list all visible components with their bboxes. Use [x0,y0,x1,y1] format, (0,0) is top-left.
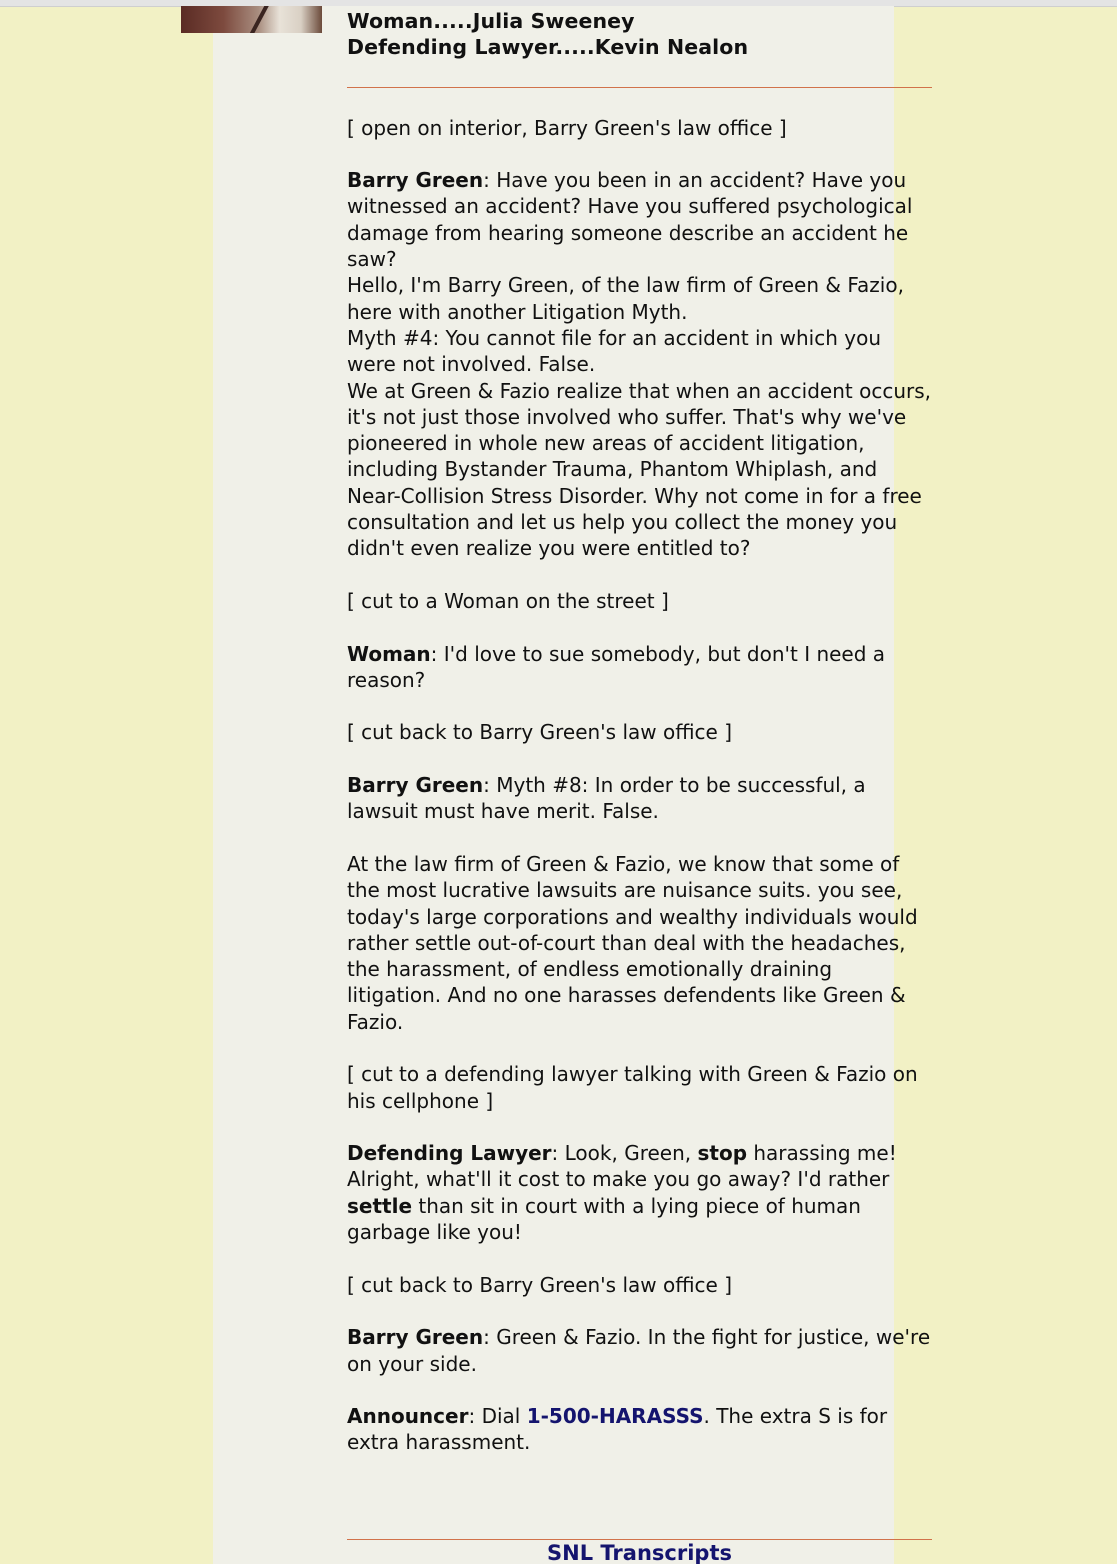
header-divider [347,87,932,88]
dialogue-woman [347,641,932,694]
dialogue-barry-green-3 [347,1324,932,1377]
footer-divider [347,1539,932,1540]
stage-direction: [ cut to a Woman on the street ] [347,588,669,613]
cast-role: Woman [347,9,434,33]
dialogue-paragraph: We at Green & Fazio realize that when an accident occurs, it's not just those involved who suffer. That's why we've pioneered in whole new areas of accident litigation, including Bystander Trauma, Phantom Whiplash, and Near-Collision Stress Disorder. Why not come in for a free consultation and let us help you collect the money you didn't even realize you were entitled to? [347,378,932,561]
dialogue-text: than sit in court with a lying piece of human garbage like you! [347,1193,861,1245]
dialogue-text: : Green & Fazio. In the fight for justice, we're on your side. [347,1325,931,1376]
transcript-content [347,8,932,1482]
speaker-name: Announcer [347,1404,469,1429]
dialogue-defending-lawyer [347,1140,932,1245]
emphasis-settle: settle [347,1193,413,1218]
speaker-name: Barry Green [347,1325,484,1350]
dialogue-text: : Dial [468,1404,527,1429]
stage-direction: [ cut back to Barry Green's law office ] [347,1272,733,1297]
dialogue-text: harassing me! Alright, what'll it cost to make you go away? I'd rather [347,1141,897,1192]
dialogue-barry-green-1 [347,167,932,561]
dialogue-paragraph: Hello, I'm Barry Green, of the law firm of Green & Fazio, here with another Litigation Myth. [347,273,904,324]
speaker-name: Defending Lawyer [347,1141,552,1166]
dialogue-paragraph: At the law firm of Green & Fazio, we know that some of the most lucrative lawsuits are nuisance suits. you see, today's large corporations and wealthy individuals would rather settle out-of-court than deal with the headaches, the harassment, of endless emotionally draining litigation. And no one harasses defendents like Green & Fazio. [347,851,918,1034]
dialogue-text: : I'd love to sue somebody, but don't I need a reason? [347,641,886,692]
stage-direction: [ cut back to Barry Green's law office ] [347,720,733,745]
cast-separator: ..... [555,35,595,60]
dialogue-text: : Have you been in an accident? Have you witnessed an accident? Have you suffered psychological damage from hearing someone describe an accident he saw? [347,168,913,272]
speaker-name: Barry Green [347,773,484,798]
cast-credit-woman [347,8,932,34]
dialogue-paragraph [347,167,932,272]
dialogue-text: : Myth #8: In order to be successful, a lawsuit must have merit. False. [347,773,866,824]
dialogue-paragraph: Myth #4: You cannot file for an accident in which you were not involved. False. [347,325,882,377]
dialogue-text: : Look, Green, [551,1141,698,1166]
cast-credit-defending-lawyer [347,34,932,60]
dialogue-text: . The extra S is for extra harassment. [347,1404,888,1455]
cast-separator: ..... [433,9,473,33]
dialogue-barry-green-2 [347,772,932,825]
stage-direction: [ cut to a defending lawyer talking with Green & Fazio on his cellphone ] [347,1062,918,1113]
speaker-name: Barry Green [347,168,484,193]
cast-actor: Julia Sweeney [472,9,635,33]
cast-photo-thumbnail [181,6,322,33]
snl-transcripts-link[interactable]: SNL Transcripts [547,1541,732,1564]
emphasis-stop: stop [697,1141,748,1166]
speaker-name: Woman [347,641,431,666]
phone-number: 1-500-HARASSS [526,1404,704,1429]
dialogue-announcer [347,1403,932,1456]
cast-role: Defending Lawyer [347,35,556,60]
photo-detail [247,6,269,33]
stage-direction: [ open on interior, Barry Green's law office ] [347,115,787,140]
cast-actor: Kevin Nealon [594,35,749,60]
